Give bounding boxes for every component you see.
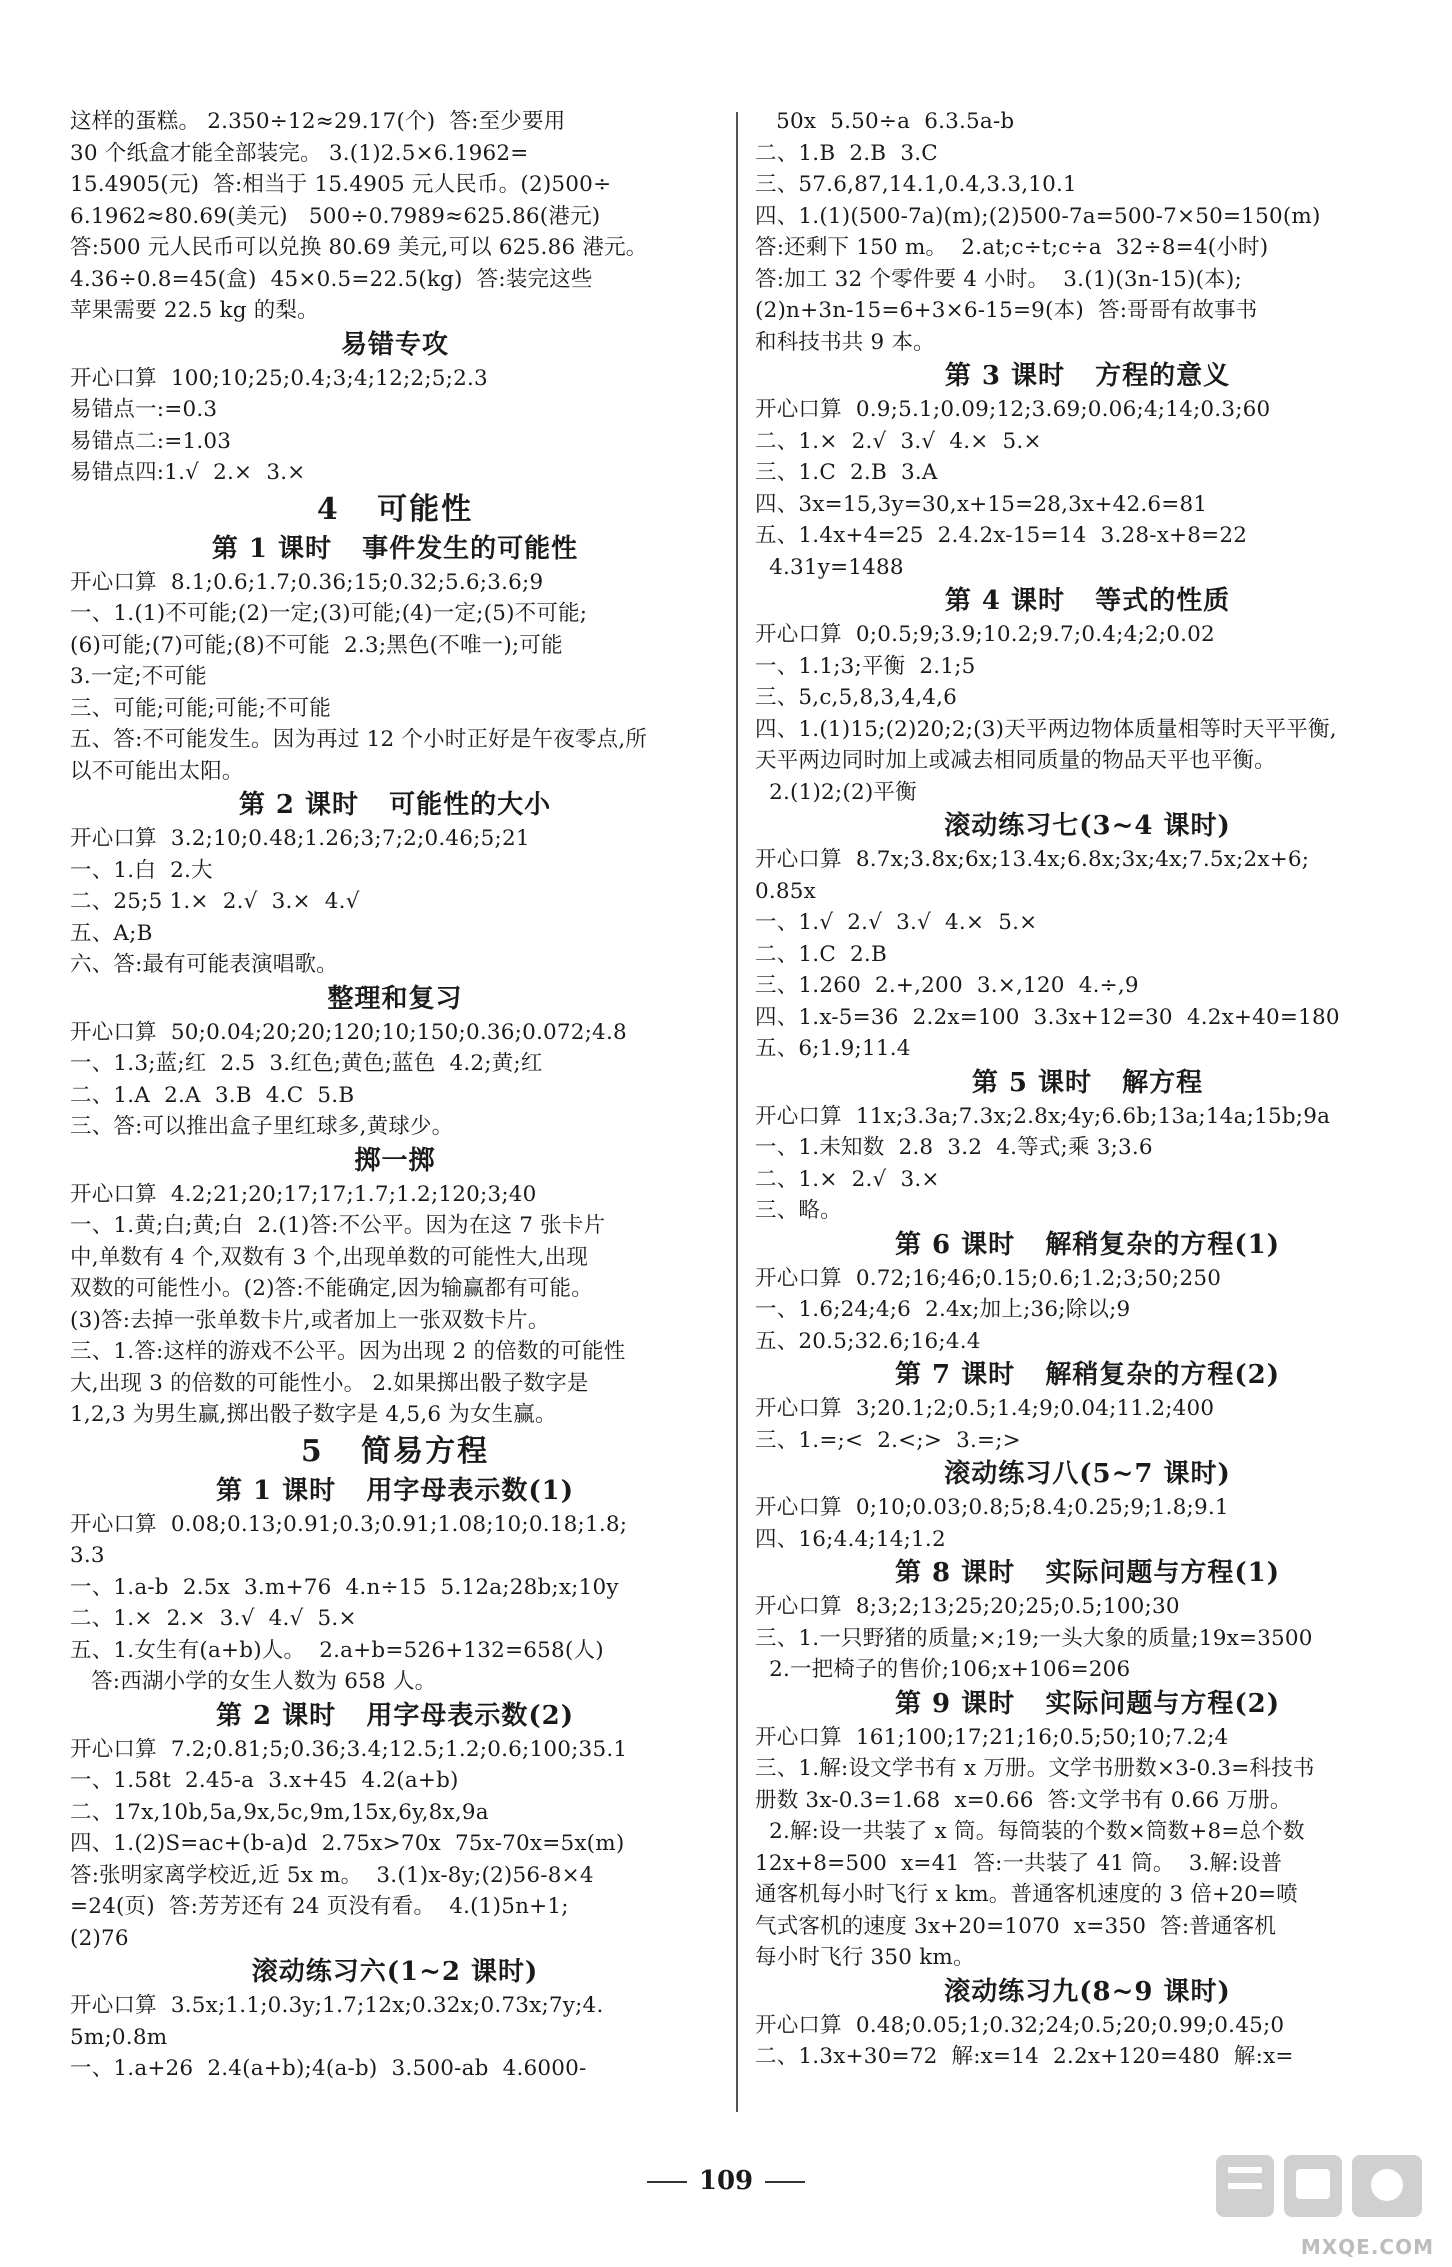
text-line: 五、20.5;32.6;16;4.4 [755, 1328, 981, 1354]
text-line: 四、16;4.4;14;1.2 [755, 1526, 946, 1552]
text-line: 一、1.58t 2.45-a 3.x+45 4.2(a+b) [70, 1768, 459, 1793]
text-line: 开心口算 0.08;0.13;0.91;0.3;0.91;1.08;10;0.18;1.8; [70, 1511, 628, 1537]
text-line: 开心口算 0.9;5.1;0.09;12;3.69;0.06;4;14;0.3;60 [755, 397, 1271, 422]
lesson-heading: 第 2 课时 可能性的大小 [238, 790, 552, 820]
text-line: 气式客机的速度 3x+20=1070 x=350 答:普通客机 [755, 1913, 1277, 1939]
text-line: 天平两边同时加上或减去相同质量的物品天平也平衡。 [755, 748, 1276, 773]
lesson-heading: 第 5 课时 解方程 [971, 1067, 1204, 1098]
text-line: 三、1.260 2.+,200 3.×,120 4.÷,9 [755, 973, 1139, 998]
text-line: (2)76 [70, 1925, 129, 1951]
text-line: 这样的蛋糕。 2.350÷12≈29.17(个) 答:至少要用 [70, 109, 566, 134]
watermark-stroke [1228, 2183, 1262, 2189]
lesson-heading: 第 2 课时 用字母表示数(2) [215, 1700, 575, 1731]
text-line: 苹果需要 22.5 kg 的梨。 [70, 298, 319, 323]
text-line: 二、17x,10b,5a,9x,5c,9m,15x,6y,8x,9a [70, 1799, 489, 1825]
text-line: 双数的可能性小。(2)答:不能确定,因为输赢都有可能。 [70, 1276, 593, 1301]
text-line: 二、1.B 2.B 3.C [755, 140, 938, 166]
text-line: 一、1.√ 2.√ 3.√ 4.× 5.× [755, 910, 1038, 935]
text-line: 三、1.解:设文学书有 x 万册。文学书册数×3-0.3=科技书 [755, 1756, 1315, 1781]
text-line: 30 个纸盒才能全部装完。 3.(1)2.5×6.1962= [70, 140, 529, 166]
lesson-heading: 第 4 课时 等式的性质 [944, 586, 1231, 616]
lesson-heading: 第 7 课时 解稍复杂的方程(2) [894, 1360, 1281, 1390]
text-line: 15.4905(元) 答:相当于 15.4905 元人民币。(2)500÷ [70, 172, 612, 197]
text-line: 三、1.=;< 2.<;> 3.=;> [755, 1427, 1021, 1453]
text-line: 答:还剩下 150 m。 2.at;c÷t;c÷a 32÷8=4(小时) [755, 235, 1269, 260]
text-line: 和科技书共 9 本。 [755, 329, 935, 355]
text-line: 开心口算 0.72;16;46;0.15;0.6;1.2;3;50;250 [755, 1265, 1222, 1291]
text-line: 3.一定;不可能 [70, 664, 207, 689]
text-line: 四、1.(2)S=ac+(b-a)d 2.75x>70x 75x-70x=5x(m) [70, 1831, 625, 1856]
lesson-heading: 第 1 课时 事件发生的可能性 [211, 533, 579, 564]
text-line: 三、可能;可能;可能;不可能 [70, 695, 332, 721]
text-line: 一、1.黄;白;黄;白 2.(1)答:不公平。因为在这 7 张卡片 [70, 1213, 606, 1238]
lesson-heading: 滚动练习八(5~7 课时) [944, 1459, 1231, 1489]
section-title: 4 可能性 [316, 491, 474, 527]
text-line: 开心口算 8.1;0.6;1.7;0.36;15;0.32;5.6;3.6;9 [70, 569, 544, 595]
text-line: 2.(1)2;(2)平衡 [755, 779, 917, 805]
text-line: 四、1.(1)15;(2)20;2;(3)天平两边物体质量相等时天平平衡, [755, 716, 1337, 742]
text-line: 一、1.1;3;平衡 2.1;5 [755, 653, 976, 679]
lesson-heading: 滚动练习七(3~4 课时) [944, 811, 1231, 841]
text-line: 二、1.A 2.A 3.B 4.C 5.B [70, 1082, 355, 1108]
text-line: 答:西湖小学的女生人数为 658 人。 [70, 1669, 437, 1694]
text-line: 开心口算 50;0.04;20;20;120;10;150;0.36;0.072;4.8 [70, 1019, 627, 1045]
text-line: 一、1.未知数 2.8 3.2 4.等式;乘 3;3.6 [755, 1135, 1153, 1160]
text-line: 答:500 元人民币可以兑换 80.69 美元,可以 625.86 港元。 [70, 235, 648, 260]
page-number-dash-right [765, 2181, 805, 2183]
text-line: 2.一把椅子的售价;106;x+106=206 [755, 1657, 1131, 1682]
lesson-heading: 滚动练习六(1~2 课时) [251, 1957, 539, 1987]
text-line: 一、1.3;蓝;红 2.5 3.红色;黄色;蓝色 4.2;黄;红 [70, 1051, 543, 1076]
column-divider [736, 112, 738, 2112]
text-line: 4.36÷0.8=45(盒) 45×0.5=22.5(kg) 答:装完这些 [70, 266, 593, 292]
watermark-domain: MXQE.COM [1300, 2235, 1434, 2259]
text-line: 三、略。 [755, 1198, 842, 1223]
text-line: 开心口算 8;3;2;13;25;20;25;0.5;100;30 [755, 1594, 1180, 1619]
text-line: 2.解:设一共装了 x 筒。每筒装的个数×筒数+8=总个数 [755, 1819, 1305, 1844]
text-line: 开心口算 100;10;25;0.4;3;4;12;2;5;2.3 [70, 365, 488, 391]
text-line: 一、1.白 2.大 [70, 857, 213, 883]
text-line: 一、1.6;24;4;6 2.4x;加上;36;除以;9 [755, 1297, 1131, 1322]
text-line: 册数 3x-0.3=1.68 x=0.66 答:文学书有 0.66 万册。 [755, 1787, 1292, 1813]
text-line: 二、1.× 2.√ 3.× [755, 1166, 940, 1192]
lesson-heading: 第 9 课时 实际问题与方程(2) [894, 1688, 1281, 1719]
text-line: 五、6;1.9;11.4 [755, 1036, 911, 1061]
text-line: 每小时飞行 350 km。 [755, 1945, 975, 1970]
text-line: 四、3x=15,3y=30,x+15=28,3x+42.6=81 [755, 491, 1208, 517]
text-line: 一、1.(1)不可能;(2)一定;(3)可能;(4)一定;(5)不可能; [70, 601, 588, 626]
text-line: 以不可能出太阳。 [70, 758, 244, 784]
text-line: 开心口算 3;20.1;2;0.5;1.4;9;0.04;11.2;400 [755, 1396, 1215, 1421]
text-line: =24(页) 答:芳芳还有 24 页没有看。 4.(1)5n+1; [70, 1894, 569, 1919]
page-number-dash-left [647, 2181, 687, 2183]
page-number-text: 109 [698, 2166, 754, 2196]
text-line: 五、1.女生有(a+b)人。 2.a+b=526+132=658(人) [70, 1637, 604, 1663]
lesson-heading: 易错专攻 [340, 329, 449, 360]
lesson-heading: 掷一掷 [354, 1145, 436, 1176]
text-line: 二、1.3x+30=72 解:x=14 2.2x+120=480 解:x= [755, 2044, 1294, 2069]
text-line: 三、答:可以推出盒子里红球多,黄球少。 [70, 1114, 454, 1139]
text-line: 开心口算 0;0.5;9;3.9;10.2;9.7;0.4;4;2;0.02 [755, 622, 1215, 647]
watermark-stroke [1296, 2169, 1330, 2199]
watermark-stroke [1228, 2167, 1262, 2173]
text-line: 开心口算 3.5x;1.1;0.3y;1.7;12x;0.32x;0.73x;7y;4. [70, 1993, 604, 2018]
text-line: 三、1.答:这样的游戏不公平。因为出现 2 的倍数的可能性 [70, 1339, 626, 1364]
text-line: 开心口算 0;10;0.03;0.8;5;8.4;0.25;9;1.8;9.1 [755, 1495, 1229, 1520]
text-line: 二、1.× 2.√ 3.√ 4.× 5.× [755, 428, 1042, 454]
text-line: 五、A;B [70, 920, 153, 946]
lesson-heading: 滚动练习九(8~9 课时) [944, 1976, 1231, 2007]
text-line: 0.85x [755, 878, 816, 904]
text-line: 四、1.x-5=36 2.2x=100 3.3x+12=30 4.2x+40=180 [755, 1004, 1340, 1030]
lesson-heading: 第 1 课时 用字母表示数(1) [215, 1475, 575, 1506]
lesson-heading: 第 6 课时 解稍复杂的方程(1) [894, 1229, 1281, 1260]
text-line: 中,单数有 4 个,双数有 3 个,出现单数的可能性大,出现 [70, 1244, 589, 1270]
text-line: 易错点四:1.√ 2.× 3.× [70, 460, 306, 485]
text-line: 六、答:最有可能表演唱歌。 [70, 952, 338, 977]
left-column [70, 106, 720, 2085]
text-line: 三、1.一只野猪的质量;×;19;一头大象的质量;19x=3500 [755, 1625, 1313, 1651]
text-line: (6)可能;(7)可能;(8)不可能 2.3;黑色(不唯一);可能 [70, 632, 563, 658]
text-line: 1,2,3 为男生赢,掷出骰子数字是 4,5,6 为女生赢。 [70, 1402, 557, 1427]
text-line: 答:加工 32 个零件要 4 小时。 3.(1)(3n-15)(本); [755, 266, 1242, 292]
text-line: 6.1962≈80.69(美元) 500÷0.7989≈625.86(港元) [70, 203, 601, 229]
text-line: 三、1.C 2.B 3.A [755, 460, 938, 485]
text-line: 一、1.a+26 2.4(a+b);4(a-b) 3.500-ab 4.6000- [70, 2056, 587, 2081]
text-line: 50x 5.50÷a 6.3.5a-b [755, 109, 1015, 134]
text-line: 开心口算 7.2;0.81;5;0.36;3.4;12.5;1.2;0.6;100;35.1 [70, 1736, 628, 1762]
text-line: 12x+8=500 x=41 答:一共装了 41 筒。 3.解:设普 [755, 1850, 1283, 1876]
text-line: (3)答:去掉一张单数卡片,或者加上一张双数卡片。 [70, 1307, 550, 1333]
text-line: 一、1.a-b 2.5x 3.m+76 4.n÷15 5.12a;28b;x;10y [70, 1574, 619, 1600]
text-line: 3.3 [70, 1543, 105, 1568]
text-line: 三、57.6,87,14.1,0.4,3.3,10.1 [755, 172, 1077, 197]
text-line: 开心口算 4.2;21;20;17;17;1.7;1.2;120;3;40 [70, 1181, 537, 1207]
right-column [755, 106, 1420, 2073]
text-line: 开心口算 8.7x;3.8x;6x;13.4x;6.8x;3x;4x;7.5x;2x+6; [755, 847, 1310, 872]
page-number [626, 2166, 826, 2196]
text-line: 五、1.4x+4=25 2.4.2x-15=14 3.28-x+8=22 [755, 523, 1248, 548]
text-line: 通客机每小时飞行 x km。普通客机速度的 3 倍+20=喷 [755, 1882, 1298, 1907]
text-line: 开心口算 0.48;0.05;1;0.32;24;0.5;20;0.99;0.45;0 [755, 2012, 1285, 2038]
text-line: 三、5,c,5,8,3,4,4,6 [755, 685, 958, 710]
text-line: 4.31y=1488 [755, 554, 904, 580]
text-line: 开心口算 11x;3.3a;7.3x;2.8x;4y;6.6b;13a;14a;15b;9a [755, 1103, 1331, 1129]
lesson-heading: 第 8 课时 实际问题与方程(1) [894, 1558, 1281, 1588]
text-line: 开心口算 3.2;10;0.48;1.26;3;7;2;0.46;5;21 [70, 826, 530, 851]
text-line: 5m;0.8m [70, 2024, 168, 2050]
text-line: 易错点二:=1.03 [70, 428, 232, 454]
section-title: 5 简易方程 [300, 1433, 490, 1469]
lesson-heading: 第 3 课时 方程的意义 [944, 361, 1231, 391]
text-line: 大,出现 3 的倍数的可能性小。 2.如果掷出骰子数字是 [70, 1370, 589, 1396]
lesson-heading: 整理和复习 [327, 983, 463, 1014]
text-line: 二、1.× 2.× 3.√ 4.√ 5.× [70, 1606, 357, 1631]
text-line: 二、25;5 1.× 2.√ 3.× 4.√ [70, 889, 360, 914]
text-line: 四、1.(1)(500-7a)(m);(2)500-7a=500-7×50=150(m) [755, 203, 1321, 229]
text-line: (2)n+3n-15=6+3×6-15=9(本) 答:哥哥有故事书 [755, 298, 1258, 323]
watermark-stroke [1371, 2169, 1403, 2201]
text-line: 答:张明家离学校近,近 5x m。 3.(1)x-8y;(2)56-8×4 [70, 1862, 594, 1888]
text-line: 开心口算 161;100;17;21;16;0.5;50;10;7.2;4 [755, 1724, 1229, 1750]
text-line: 易错点一:=0.3 [70, 397, 218, 422]
text-line: 五、答:不可能发生。因为再过 12 个小时正好是午夜零点,所 [70, 727, 648, 752]
text-line: 二、1.C 2.B [755, 941, 887, 967]
